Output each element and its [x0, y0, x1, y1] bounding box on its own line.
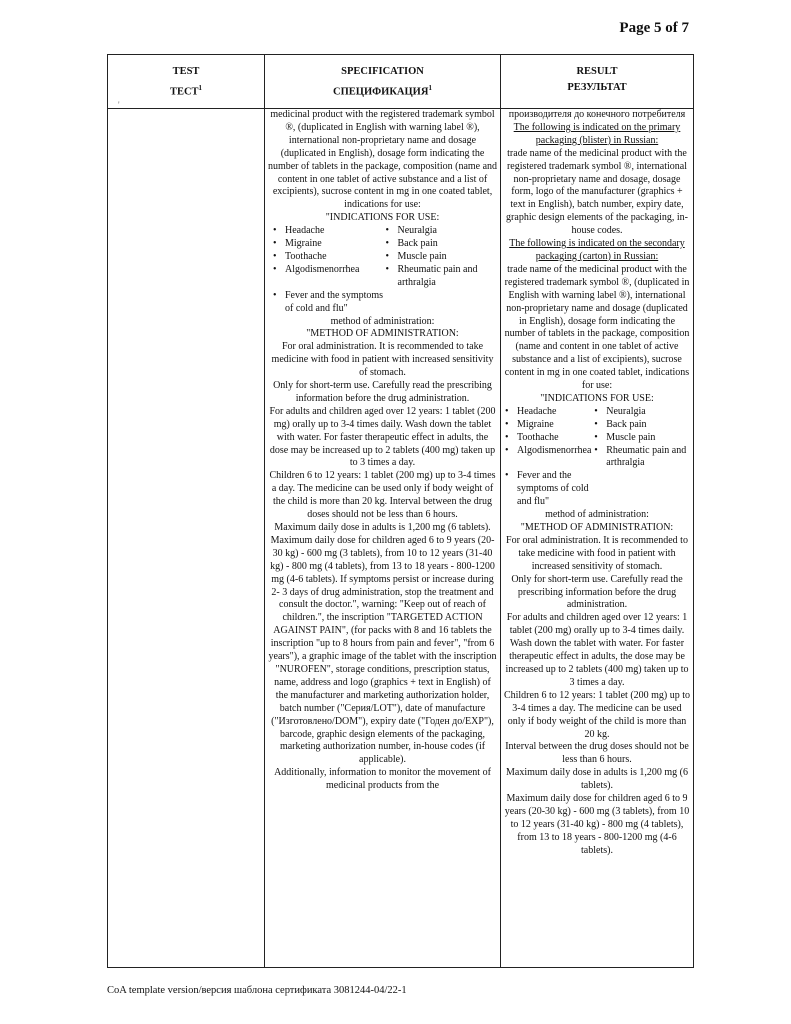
- result-paragraph: Interval between the drug doses should not be less than 6 hours.: [505, 741, 689, 766]
- header-specification: [265, 55, 501, 109]
- list-item: • Neuralgia: [386, 225, 499, 238]
- result-secondary-heading: The following is indicated on the secondary packaging (carton) in Russian:: [509, 238, 685, 262]
- spec-paragraph: Additionally, information to monitor the movement of medicinal products from the: [274, 767, 491, 792]
- spec-paragraph: Children 6 to 12 years: 1 tablet (200 mg) up to 3-4 times a day. The medicine can be used only if body weight of the child is more than 20 kg. Interval between the drug doses should not be less than 6 hours.: [269, 470, 496, 521]
- header-result-en: RESULT: [576, 66, 618, 77]
- spec-paragraph: For oral administration. It is recommended to take medicine with food in patient with increased sensitivity of stomach.: [271, 341, 494, 379]
- header-test: [108, 55, 265, 109]
- result-paragraph: For oral administration. It is recommended to take medicine with food in patient with increased sensitivity of stomach.: [506, 534, 688, 572]
- coa-table: [107, 54, 694, 968]
- list-item: [386, 290, 499, 316]
- spec-paragraph: Maximum daily dose for children aged 6 to 9 years (20-30 kg) - 600 mg (3 tablets), from 10 to 12 years (31-40 kg) - 800 mg (4 tablets), from 13 to 18 years - 800-1200 mg (4-6 tablets). If symptoms persist or increase during 2- 3 days of drug administration, stop the treatment and consult the doctor.", warning: "Keep out of reach of children.", the inscription "TARGETED ACTION AGAINST PAIN", (for packs with 8 and 16 tablets the inscription "up to 8 hours from pain and fever", "from 6 years"), a graphic image of the tablet with the inscription "NUROFEN", storage conditions, prescription status, name, address and logo (graphics + text in English) of the manufacturer and marketing authorization holder,: [268, 534, 497, 701]
- list-item: • Algodismenorrhea: [505, 445, 594, 471]
- list-item: • Back pain: [386, 238, 499, 251]
- header-result: [501, 55, 694, 109]
- header-test-en: TEST: [172, 66, 200, 77]
- header-result-ru: РЕЗУЛЬТАТ: [567, 82, 627, 93]
- result-paragraph: Maximum daily dose in adults is 1,200 mg (6 tablets).: [506, 767, 688, 792]
- list-item: • Muscle pain: [386, 251, 499, 264]
- result-paragraph: For adults and children aged over 12 years: 1 tablet (200 mg) orally up to 3-4 times daily. Wash down the tablet with water. For faster therapeutic effect in adults, the dose may be increased up to 2 tablets (400 mg) taken up to 3 times a day.: [505, 612, 689, 688]
- list-item: • Headache: [505, 406, 594, 419]
- list-item: • Migraine: [505, 419, 594, 432]
- list-item: • Fever and the symptoms of cold and flu": [273, 290, 386, 316]
- footer-template-version: CoA template version/версия шаблона сертификата 3081244-04/22-1: [107, 985, 407, 996]
- list-item: • Back pain: [594, 419, 691, 432]
- list-item: • Neuralgia: [594, 406, 691, 419]
- specification-cell: [265, 109, 501, 968]
- test-cell: [108, 109, 265, 968]
- result-primary-heading: The following is indicated on the primary packaging (blister) in Russian:: [513, 121, 681, 146]
- spec-paragraph: For adults and children aged over 12 years: 1 tablet (200 mg) orally up to 3-4 times daily. Wash down the tablet with water. For faster therapeutic effect in adults, the dose may be increased up to 2 tablets (400 mg) taken up to 3 times a day.: [269, 405, 496, 469]
- spec-indications-heading: "INDICATIONS FOR USE:: [325, 212, 440, 224]
- table-header-row: [108, 55, 694, 109]
- test-column-mark: ': [118, 100, 120, 110]
- list-item: • Migraine: [273, 238, 386, 251]
- result-indications-heading: "INDICATIONS FOR USE:: [540, 392, 654, 404]
- list-item: • Fever and the symptoms of cold and flu": [505, 470, 594, 509]
- result-paragraph: Children 6 to 12 years: 1 tablet (200 mg) up to 3-4 times a day. The medicine can be used only if body weight of the child is more than 20 kg.: [503, 689, 691, 740]
- list-item: [594, 470, 691, 509]
- result-paragraph: Maximum daily dose for children aged 6 to 9 years (20-30 kg) - 600 mg (3 tablets), from 10 to 12 years (31-40 kg) - 800 mg (4 tablets), from 13 to 18 years - 800-1200 mg (4-6 tablets).: [504, 793, 690, 856]
- footnote-mark: 1: [428, 84, 432, 92]
- list-item: • Muscle pain: [594, 432, 691, 445]
- result-paragraph: method of administration:: [545, 509, 649, 521]
- header-spec-en: SPECIFICATION: [341, 66, 424, 77]
- footnote-mark: 1: [198, 84, 203, 92]
- result-paragraph: Only for short-term use. Carefully read the prescribing information before the drug administration.: [511, 573, 683, 611]
- header-spec-ru: СПЕЦИФИКАЦИЯ$^1$: [333, 84, 432, 98]
- list-item: • Algodismenorrhea: [273, 264, 386, 290]
- page-number: Page 5 of 7: [619, 20, 689, 36]
- table-body-row: [108, 109, 694, 968]
- result-paragraph: trade name of the medicinal product with the registered trademark symbol ®, (duplicated in English with warning label ®), international non-proprietary name and dosage (duplicated in English), dosage form indicating the number of tablets in the package, composition (name and content in one tablet of active substance and a list of excipients), sucrose content in mg in one coated tablet, indications for use:: [504, 263, 690, 392]
- spec-indications-list: [273, 225, 498, 315]
- list-item: • Rheumatic pain and arthralgia: [594, 445, 691, 471]
- spec-paragraph: Only for short-term use. Carefully read the prescribing information before the drug administration.: [273, 380, 492, 404]
- list-item: • Toothache: [273, 251, 386, 264]
- result-paragraph: производителя до конечного потребителя: [508, 109, 686, 120]
- spec-paragraph: method of administration:: [330, 315, 435, 327]
- header-test-ru: ТЕСТ$^1$: [169, 84, 203, 98]
- spec-method-heading: "METHOD OF ADMINISTRATION:: [306, 328, 459, 340]
- spec-paragraph: Maximum daily dose in adults is 1,200 mg (6 tablets).: [274, 522, 491, 533]
- spec-paragraph: batch number ("Серия/LOT"), date of manufacture ("Изготовлено/DOM"), expiry date ("Годен до/EXP"), barcode, graphic design elements of the packaging, marketing authorization number, in-house codes (if applicable).: [271, 702, 494, 766]
- list-item: • Toothache: [505, 432, 594, 445]
- result-cell: [501, 109, 694, 968]
- result-paragraph: trade name of the medicinal product with the registered trademark symbol ®, international non-proprietary name and dosage, dosage form, logo of the manufacturer (graphics + text in English), batch number, expiry date, graphic design elements of the packaging, in-house codes.: [506, 147, 688, 237]
- list-item: • Rheumatic pain and arthralgia: [386, 264, 499, 290]
- result-method-heading: "METHOD OF ADMINISTRATION:: [520, 522, 674, 533]
- spec-paragraph: medicinal product with the registered trademark symbol ®, (duplicated in English with warning label ®), international non-proprietary name and dosage (duplicated in English), dosage form indicating the number of tablets in the package, composition (name and content in one tablet of active substance and a list of excipients), sucrose content in mg in one coated tablet, indications for use:: [267, 109, 498, 211]
- result-indications-list: [505, 406, 691, 509]
- list-item: • Headache: [273, 225, 386, 238]
